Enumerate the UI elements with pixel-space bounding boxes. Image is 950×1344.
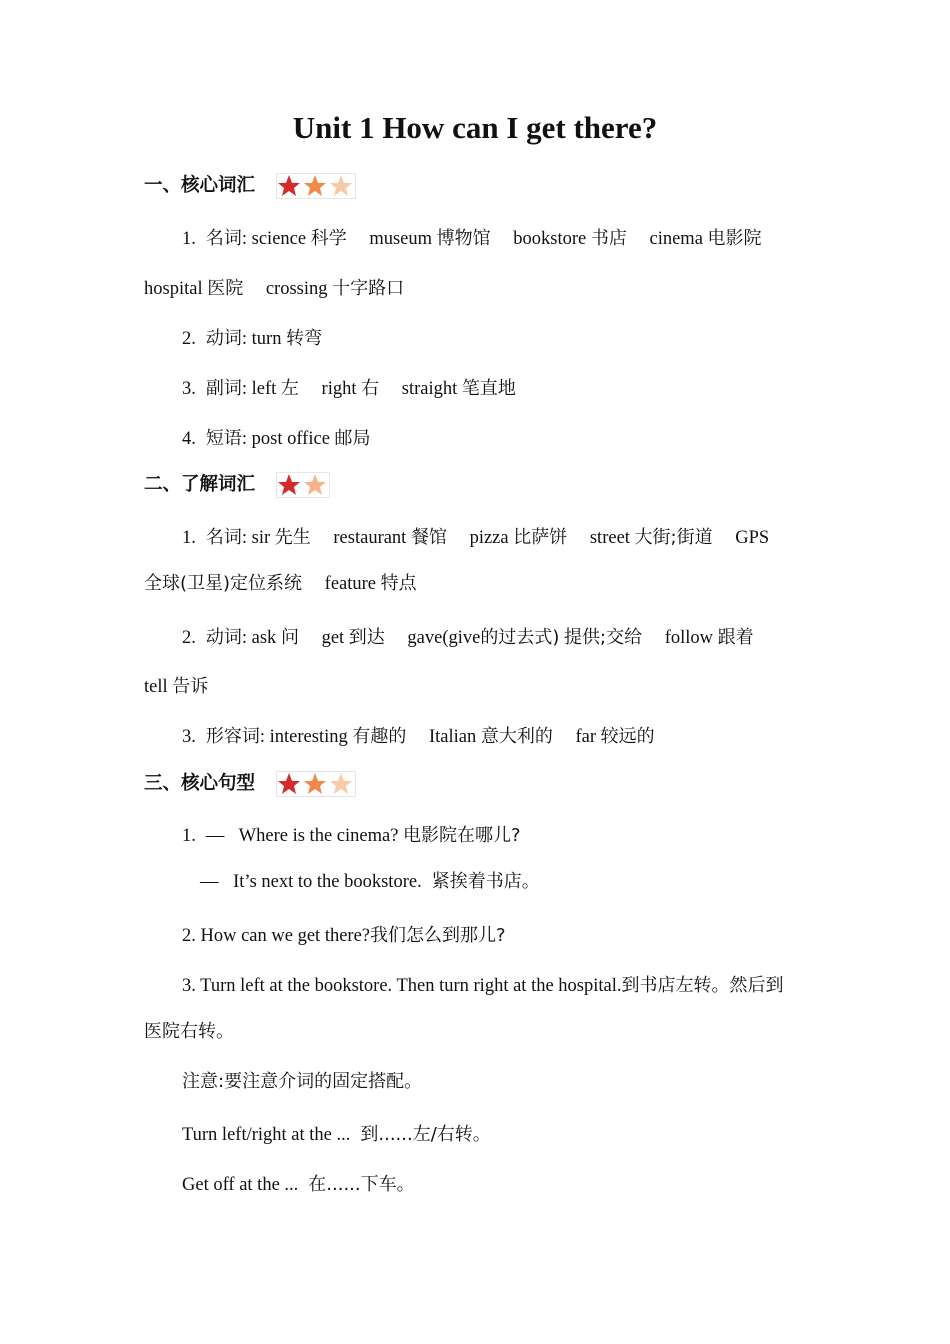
note-pattern-2: Get off at the ... 在......下车。 — [182, 1174, 415, 1195]
sentence-3-cont: 医院右转。 — [144, 1021, 234, 1042]
extra-nouns-line-cont: 全球(卫星)定位系统 feature 特点 — [144, 573, 417, 594]
vocab-phrases-line: 4. 短语: post office 邮局 — [182, 428, 371, 449]
vocab-nouns-line-cont: hospital 医院 crossing 十字路口 — [144, 278, 405, 299]
extra-adjectives-line: 3. 形容词: interesting 有趣的 Italian 意大利的 far 较远的 — [182, 726, 655, 747]
two-star-rating-icon — [276, 472, 330, 498]
note-label: 注意:要注意介词的固定搭配。 — [182, 1071, 423, 1092]
vocab-nouns-line: 1. 名词: science 科学 museum 博物馆 bookstore 书店 cinema 电影院 — [182, 228, 762, 249]
section-heading-core-sentences: 三、核心句型 — [144, 773, 256, 794]
sentence-2: 2. How can we get there?我们怎么到那儿? — [182, 925, 506, 946]
three-star-rating-icon — [276, 771, 356, 797]
three-star-rating-icon — [276, 173, 356, 199]
sentence-1-answer: — It’s next to the bookstore. 紧挨着书店。 — [200, 871, 540, 892]
sentence-1-question: 1. — Where is the cinema? 电影院在哪儿? — [182, 825, 521, 846]
section-heading-extra-vocabulary: 二、了解词汇 — [144, 474, 256, 495]
extra-verbs-line: 2. 动词: ask 问 get 到达 gave(give的过去式) 提供;交给 follow 跟着 — [182, 627, 754, 648]
page-title: Unit 1 How can I get there? — [292, 110, 658, 145]
note-pattern-1: Turn left/right at the ... 到......左/右转。 — [182, 1124, 491, 1145]
section-heading-core-vocabulary: 一、核心词汇 — [144, 175, 256, 196]
extra-verbs-line-cont: tell 告诉 — [144, 676, 209, 697]
sentence-3: 3. Turn left at the bookstore. Then turn right at the hospital.到书店左转。然后到 — [182, 975, 784, 996]
vocab-verbs-line: 2. 动词: turn 转弯 — [182, 328, 323, 349]
extra-nouns-line: 1. 名词: sir 先生 restaurant 餐馆 pizza 比萨饼 street 大街;街道 GPS — [182, 527, 770, 548]
vocab-adverbs-line: 3. 副词: left 左 right 右 straight 笔直地 — [182, 378, 516, 399]
